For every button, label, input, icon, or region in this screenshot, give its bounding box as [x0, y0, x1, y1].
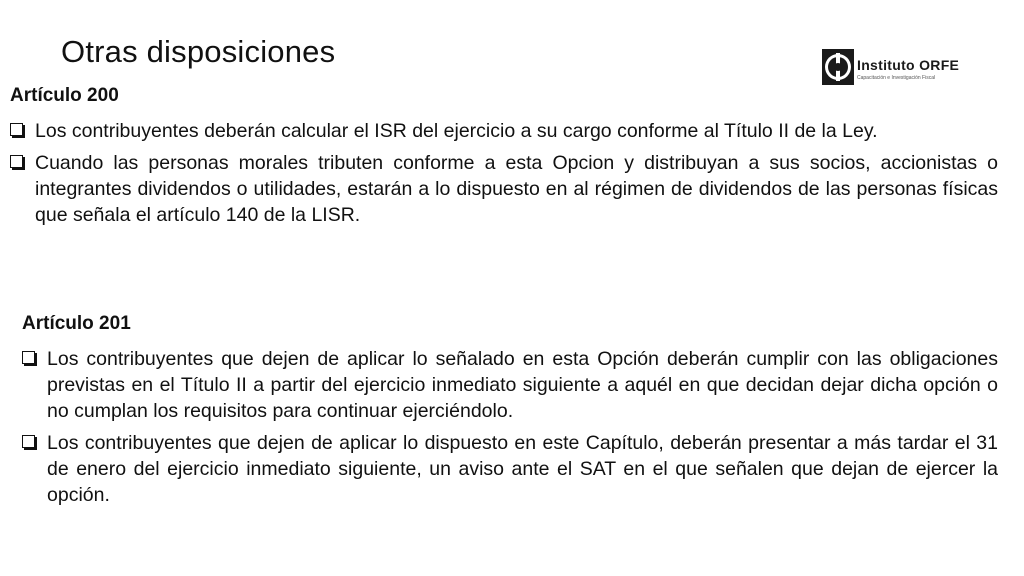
article-201-section: [22, 312, 998, 514]
bullet-item: [10, 150, 998, 228]
checkbox-bullet-icon: [10, 123, 23, 136]
checkbox-bullet-icon: [22, 351, 35, 364]
bullet-text: Los contribuyentes que dejen de aplicar lo señalado en esta Opción deberán cumplir con las obligaciones previstas en el Título II a partir del ejercicio inmediato siguiente a aquél en que decidan dejar dicha opción o no cumplan los requisitos para continuar ejerciéndolo.: [47, 348, 998, 422]
bullet-list: [10, 118, 998, 228]
bullet-text: Los contribuyentes deberán calcular el ISR del ejercicio a su cargo conforme al Título II de la Ley.: [35, 120, 878, 142]
checkbox-bullet-icon: [10, 155, 23, 168]
institute-logo: [822, 49, 982, 87]
article-heading: Artículo 200: [10, 85, 119, 106]
checkbox-bullet-icon: [22, 435, 35, 448]
logo-name: Instituto ORFE: [857, 57, 960, 73]
bullet-text: Los contribuyentes que dejen de aplicar lo dispuesto en este Capítulo, deberán presentar a más tardar el 31 de enero del ejercicio inmediato siguiente, un aviso ante el SAT en el que señalen que dejan de ejercer la opción.: [47, 432, 998, 506]
bullet-item: [22, 346, 998, 424]
bullet-item: [22, 430, 998, 508]
bullet-item: [10, 118, 998, 144]
slide-title: Otras disposiciones: [61, 34, 336, 69]
article-200-section: [10, 84, 998, 234]
bullet-text: Cuando las personas morales tributen conforme a esta Opcion y distribuyan a sus socios, accionistas o integrantes dividendos o utilidades, estarán a lo dispuesto en al régimen de dividendos de las personas físicas que señala el artículo 140 de la LISR.: [35, 152, 998, 226]
article-heading: Artículo 201: [22, 313, 131, 334]
bullet-list: [22, 346, 998, 508]
orfe-logo-icon: [822, 49, 854, 85]
logo-tagline: Capacitación e Investigación Fiscal: [857, 75, 936, 81]
